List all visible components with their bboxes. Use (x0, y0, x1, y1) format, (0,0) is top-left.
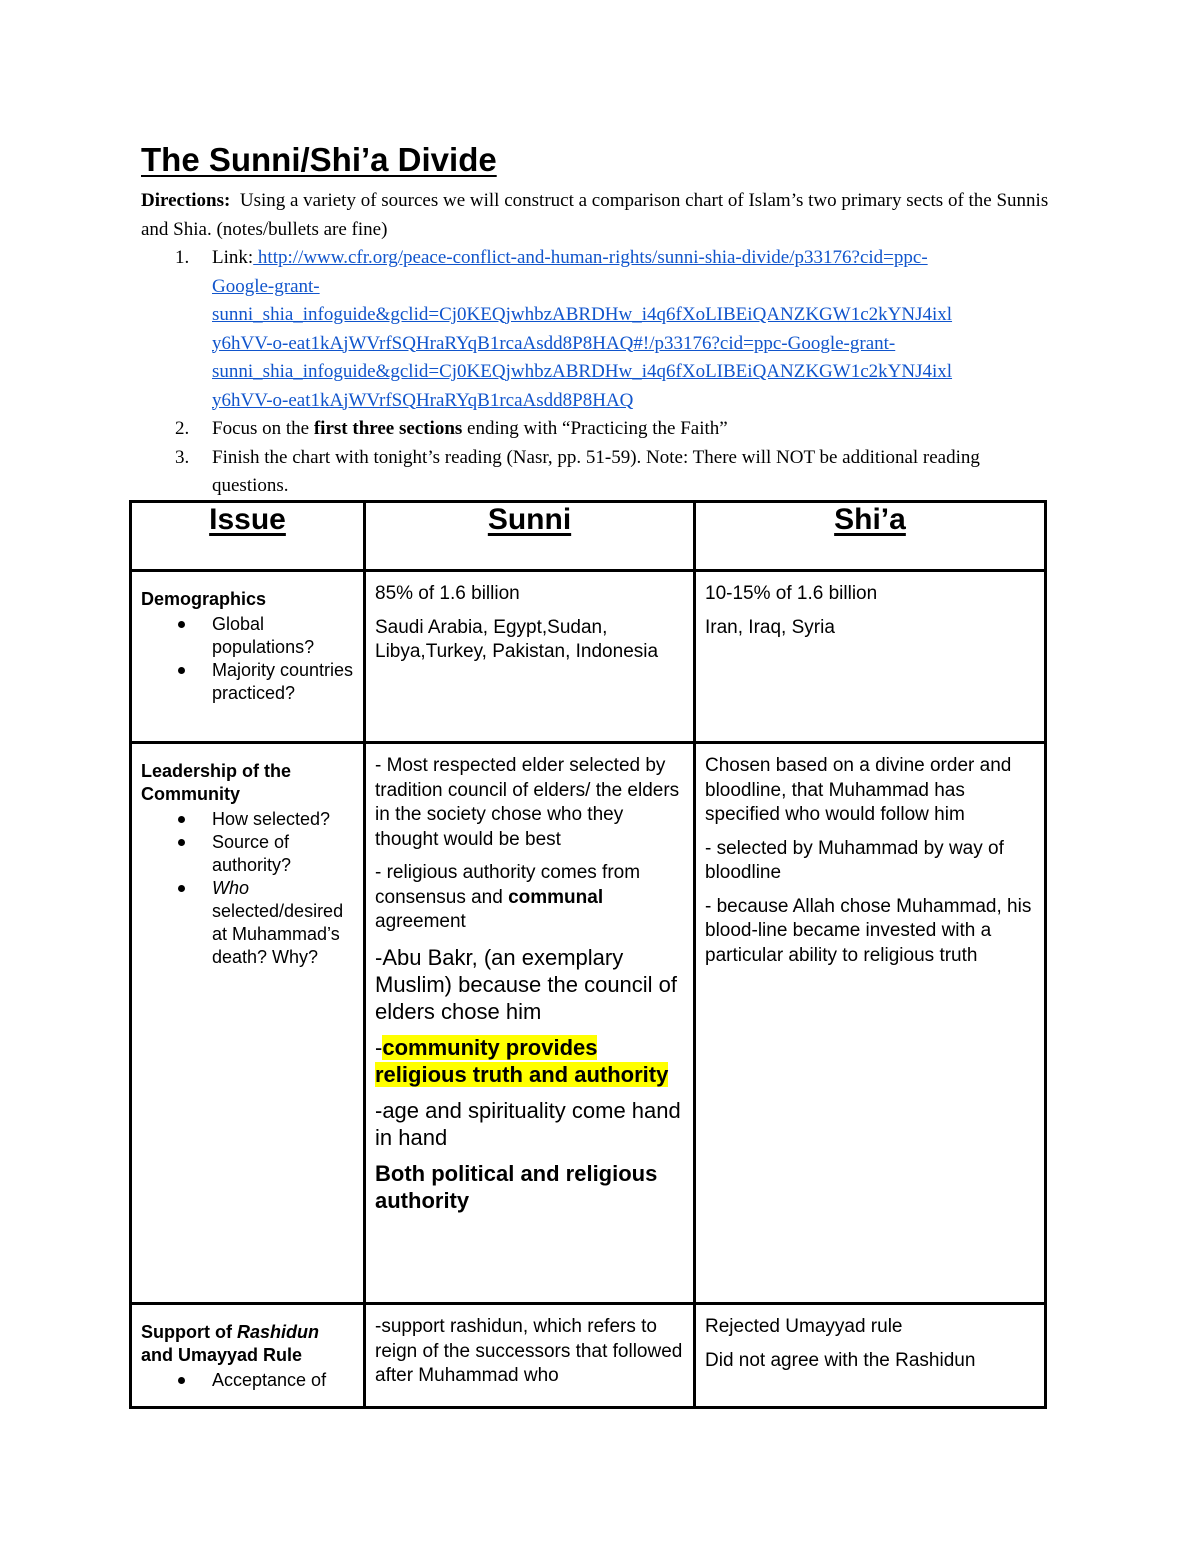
question-list (141, 808, 355, 969)
answer-text: - religious authority comes from consensus and communal agreement (375, 862, 641, 932)
shia-cell (695, 743, 1046, 1304)
answer-text: - Most respected elder selected by tradition council of elders/ the elders in the society chose who they thought would be best (375, 755, 680, 850)
answer-text: Saudi Arabia, Egypt,Sudan, Libya,Turkey, Pakistan, Indonesia (375, 616, 659, 662)
question-item: Majority countries practiced? (141, 659, 355, 705)
answer-text: 85% of 1.6 billion (375, 583, 520, 604)
question-item: Who selected/desired at Muhammad’s death? Why? (141, 877, 355, 969)
issue-title: Demographics (141, 589, 267, 609)
directions-paragraph (141, 186, 1061, 244)
header-issue: Issue (131, 502, 365, 571)
answer-text: Rejected Umayyad rule (705, 1316, 903, 1337)
instruction-number: 3. (175, 446, 190, 468)
answer-text: - because Allah chose Muhammad, his blood-line became invested with a particular ability to religious truth (705, 895, 1032, 966)
sunni-cell (365, 571, 695, 743)
answer-text: -Abu Bakr, (an exemplary Muslim) because the council of elders chose him (375, 944, 678, 1024)
highlighted-answer: -community provides religious truth and authority (375, 1034, 669, 1087)
issue-title: Support of Rashidun and Umayyad Rule (141, 1322, 319, 1365)
header-row (131, 502, 1046, 571)
row-support (131, 1304, 1046, 1408)
shia-cell (695, 571, 1046, 743)
header-sunni: Sunni (365, 502, 695, 571)
question-list (141, 1369, 355, 1392)
instruction-number: 2. (175, 418, 190, 439)
question-list (141, 613, 355, 705)
answer-text: Both political and religious authority (375, 1160, 658, 1213)
header-shia: Shi’a (695, 502, 1046, 571)
instruction-list (141, 244, 1061, 501)
answer-text: 10-15% of 1.6 billion (705, 583, 878, 604)
question-item: Global populations? (141, 613, 355, 659)
issue-title: Leadership of the Community (141, 761, 292, 804)
issue-cell (131, 1304, 365, 1408)
document-title: The Sunni/Shi’a Divide (141, 141, 497, 178)
issue-cell (131, 743, 365, 1304)
instruction-number: 1. (175, 247, 190, 268)
comparison-chart (129, 500, 1047, 1409)
question-item: How selected? (141, 808, 355, 831)
instruction-item-1 (141, 244, 1061, 415)
answer-text: Chosen based on a divine order and bloodline, that Muhammad has specified who would follow him (705, 755, 1012, 825)
source-link[interactable]: http://www.cfr.org/peace-conflict-and-human-rights/sunni-shia-divide/p33176?cid=ppc- Google-grant- sunni_shia_infoguide&gclid=Cj0KEQjwhbzABRDHw_i4q6fXoLIBEiQANZKGW1c2kYNJ4ixl y6hVV-o-eat1kAjWVrfSQHraRYqB1rcaAsdd8P8HAQ#!/p33176?cid=ppc-Google-grant- sunni_shia_infoguide&gclid=Cj0KEQjwhbzABRDHw_i4q6fXoLIBEiQANZKGW1c2kYNJ4ixl y6hVV-o-eat1kAjWVrfSQHraRYqB1rcaAsdd8P8HAQ (212, 247, 953, 411)
row-leadership (131, 743, 1046, 1304)
row-demographics (131, 571, 1046, 743)
question-item: Acceptance of (141, 1369, 355, 1392)
answer-text: - selected by Muhammad by way of bloodline (705, 837, 1004, 883)
answer-text: Did not agree with the Rashidun (705, 1349, 976, 1371)
link-prefix: Link: (212, 247, 254, 268)
sunni-cell (365, 1304, 695, 1408)
shia-cell (695, 1304, 1046, 1408)
directions-text: Using a variety of sources we will construct a comparison chart of Islam’s two primary sects of the Sunnis and Shia. (notes/bullets are fine) (141, 190, 1049, 240)
answer-text: -support rashidun, which refers to reign of the successors that followed after Muhammad who (375, 1316, 683, 1386)
answer-text: -age and spirituality come hand in hand (375, 1097, 681, 1150)
question-item: Source of authority? (141, 831, 355, 877)
instruction-item-3: 3. Finish the chart with tonight’s reading (Nasr, pp. 51-59). Note: There will NOT be additional reading questions. (141, 444, 1061, 501)
sunni-cell (365, 743, 695, 1304)
directions-label: Directions: (141, 190, 231, 211)
instruction-item-2: 2. Focus on the first three sections ending with “Practicing the Faith” (141, 415, 1061, 444)
answer-text: Iran, Iraq, Syria (705, 616, 835, 638)
issue-cell (131, 571, 365, 743)
